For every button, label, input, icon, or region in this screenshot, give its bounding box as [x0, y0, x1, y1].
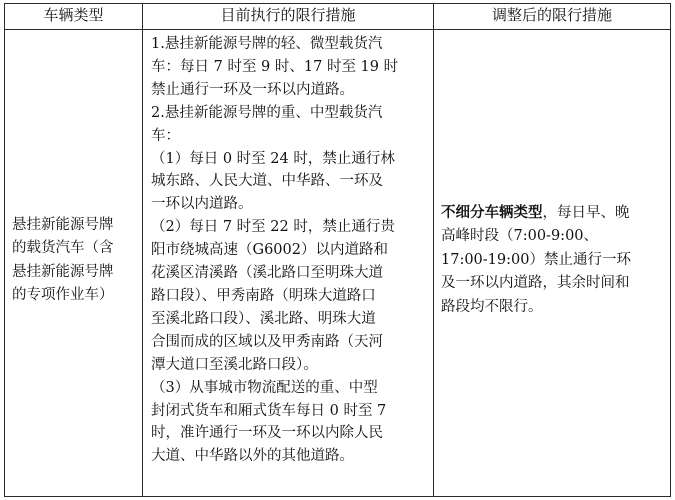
adjusted-first-line-rest: ，每日早、晚	[542, 205, 630, 221]
vehicle-type-line: 的专项作业车）	[12, 287, 114, 304]
current-measures-line: 禁止通行一环及一环以内道路。	[151, 81, 354, 98]
vehicle-type-cell	[12, 214, 140, 308]
header-row-divider	[4, 29, 671, 30]
current-measures-line: 合围而成的区域以及甲秀南路（天河	[151, 333, 383, 350]
current-measures-line: 时，准许通行一环及一环以内除人民	[151, 425, 383, 442]
current-measures-line: （1）每日 0 时至 24 时，禁止通行林	[151, 150, 395, 167]
current-measures-cell	[151, 33, 431, 468]
column-divider-2	[433, 3, 434, 497]
current-measures-line: 1.悬挂新能源号牌的轻、微型载货汽	[151, 36, 383, 52]
adjusted-measures-cell	[441, 201, 669, 319]
current-measures-line: 2.悬挂新能源号牌的重、中型载货汽	[151, 104, 383, 121]
vehicle-type-line: 悬挂新能源号牌	[12, 217, 114, 233]
column-divider-1	[142, 3, 143, 497]
current-measures-line: 车：	[151, 127, 180, 144]
current-measures-line: 至溪北路口段）、溪北路、明珠大道	[151, 310, 376, 327]
header-vehicle-type: 车辆类型	[43, 6, 104, 24]
current-measures-line: 潭大道口至溪北路口段）。	[151, 356, 318, 373]
current-measures-line: 阳市绕城高速（G6002）以内道路和	[151, 242, 388, 259]
header-current-measures: 目前执行的限行措施	[220, 6, 356, 24]
adjusted-measures-line: 路段均不限行。	[441, 298, 543, 315]
adjusted-measures-line: 17:00-19:00）禁止通行一环	[441, 251, 631, 268]
table-border-bottom	[4, 496, 671, 497]
adjusted-bold-prefix: 不细分车辆类型	[441, 204, 543, 221]
header-adjusted-measures: 调整后的限行措施	[491, 6, 612, 24]
current-measures-line: 大道、中华路以外的其他道路。	[151, 448, 354, 465]
table-border-left	[4, 3, 5, 497]
vehicle-type-line: 的载货汽车（含	[12, 240, 114, 257]
current-measures-line: （3）从事城市物流配送的重、中型	[151, 379, 378, 396]
current-measures-line: 一环以内道路。	[151, 196, 253, 213]
current-measures-line: 路口段）、甲秀南路（明珠大道路口	[151, 287, 376, 304]
adjusted-measures-line: 及一环以内道路，其余时间和	[441, 275, 630, 292]
table-border-right	[670, 3, 671, 497]
current-measures-line: 封闭式货车和厢式货车每日 0 时至 7	[151, 402, 387, 419]
current-measures-line: （2）每日 7 时至 22 时，禁止通行贵	[151, 219, 395, 236]
adjusted-measures-line: 高峰时段（7:00-9:00、	[441, 228, 599, 245]
vehicle-type-line: 悬挂新能源号牌	[12, 263, 114, 280]
adjusted-measures-line	[441, 201, 669, 225]
current-measures-line: 车：每日 7 时至 9 时、17 时至 19 时	[151, 58, 399, 75]
current-measures-line: 城东路、人民大道、中华路、一环及	[151, 173, 383, 190]
current-measures-line: 花溪区清溪路（溪北路口至明珠大道	[151, 265, 383, 282]
